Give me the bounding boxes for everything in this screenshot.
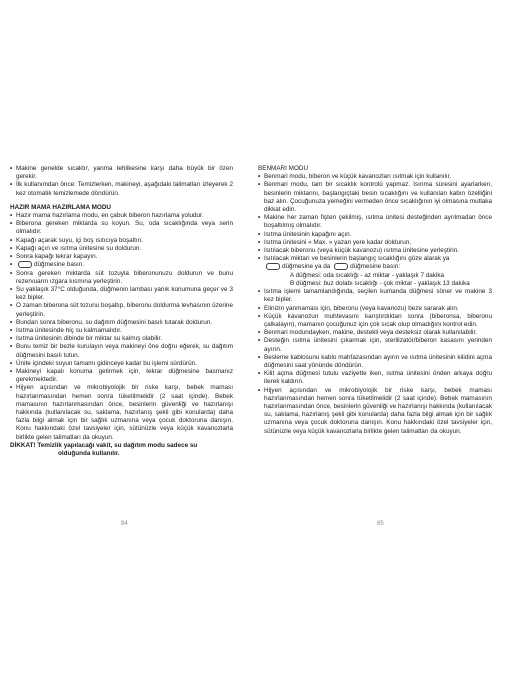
list-item: • düğmesine basın. <box>10 261 85 269</box>
section-heading: BENMARI MODU <box>258 165 309 172</box>
list-item: • Hazır mama hazırlama modu, en çabuk biberon hazırlama yoludur. <box>10 212 204 220</box>
page-number-right: 85 <box>377 521 384 527</box>
button-choice-line: düğmesine ya da düğmesine basın: <box>258 263 492 271</box>
list-item: • Hijyen açısından ve mikrobiyolojik bir riske karşı, bebek maması hazırlanmasından hemen sonra tüketilmelidir (2 saat içinde). Bebek mamasının hazırlanmasından önce, besinlerin güvenliği ve hazırlanışı hakkında (kullanılacak su, saklama, hazırlanış şekli gibi konularda) daha fazla bilgi almak için bir sağlık uzmanına veya çocuk doktoruna danışın. Konu hakkındaki özel tavsiyeler için, sütünüzle veya küçük kavanozlarla birlikte gelen talimatları da okuyun. <box>10 384 233 441</box>
list-item: • Küçük kavanozun muhtevasını karıştırdıktan sonra (biberonsa, biberonu çalkalayın), mamanın çocuğunuz için çok sıcak olup olmadığını kontrol edin. <box>258 312 492 329</box>
list-item: • Kapağı açarak suyu, içi boş ısıtıcıya boşaltın. <box>10 236 143 244</box>
list-item: • Elinizin yanmaması için, biberonu (veya kavanozu) beze sararak alın. <box>258 304 459 312</box>
list-item: • Isıtma ünitesinin kapağını açın. <box>258 230 352 238</box>
list-item: • İlk kullanımdan önce: Temizlerken, makineyi, aşağıdaki talimatları izleyerek 2 kez otomatik temizlemede döndürün. <box>10 181 233 197</box>
warning-text: olduğunda kullanılır. <box>58 450 120 458</box>
page-number-left: 84 <box>121 521 128 527</box>
button-b-icon <box>334 263 348 270</box>
button-b-description: B düğmesi: buz dolabı sıcaklığı - çok miktar - yaklaşık 13 dakika <box>290 280 470 288</box>
list-item: • Benmari modu, tam bir sıcaklık kontrolü yapmaz. Isınma süresini ayarlarken, besinlerin miktarını, başlangıçtaki besin sıcaklığını ve kullanılan kabın özelliğini baz alın. Çocuğunuza yemeğini vermeden önce sıcaklığının iyi olmasına mutlaka dikkat edin. <box>258 181 492 214</box>
list-item: • Hijyen açısından ve mikrobiyolojik bir riske karşı, bebek maması hazırlanmasından hemen sonra tüketilmelidir (2 saat içinde). Bebek mamasının hazırlanmasından önce, besinlerin güvenliği ve hazırlanışı hakkında (kullanılacak su, saklama, hazırlanış şekli gibi konularda) daha fazla bilgi almak için bir sağlık uzmanına veya çocuk doktoruna danışın. Konu hakkındaki özel tavsiyeler için, sütünüzle veya küçük kavanozlarla birlikte gelen talimatları da okuyun. <box>258 386 492 435</box>
list-item: • Kapağı açın ve ısıtma ünitesine su doldurun. <box>10 244 142 252</box>
list-item: • Su yaklaşık 37°C olduğunda, düğmenin lambası yanık konumuna geçer ve 3 kez bipler. <box>10 286 233 302</box>
list-item: • Kilit açma düğmesi tutulu vaziyette iken, ısıtma ünitesini önden arkaya doğru iterek kaldırın. <box>258 370 492 386</box>
list-item: • Desteğin ısıtma ünitesini çıkarmak için, sterilizatör/biberon kasasını yerinden ayırın. <box>258 337 492 353</box>
list-item: • Biberona gereken miktarda su koyun. Su, oda sıcaklığında veya serin olmalıdır. <box>10 220 233 236</box>
list-item: • Isıtma ünitesinin dibinde bir miktar su kalmış olabilir. <box>10 335 162 343</box>
list-item: • Bundan sonra biberonu, su dağıtım düğmesini basılı tutarak doldurun. <box>10 318 213 326</box>
list-item: • Isıtma ünitesinde hiç su kalmamalıdır. <box>10 327 122 335</box>
warning-text: DİKKAT! Temizlik yapılacağı vakit, su dağıtım modu sadece su <box>10 441 198 449</box>
section-heading: HAZIR MAMA HAZIRLAMA MODU <box>10 203 112 211</box>
list-item: • Isıtma ünitesini « Max. » yazan yere kadar doldurun. <box>258 238 412 246</box>
list-item: • Bunu temiz bir bezle kurulayın veya makineyi öne doğru eğerek, su dağıtım düğmesini basılı tutun. <box>10 343 233 359</box>
list-item: • Makineyi kapalı konuma getirmek için, tekrar düğmesine basmanız gerekmektedir. <box>10 368 233 384</box>
list-item: • Sonra kapağı tekrar kapayın. <box>10 253 98 261</box>
list-item: • Isıtma işlemi tamamlandığında, seçilen kumanda düğmesi söner ve makine 3 kez bipler. <box>258 288 492 304</box>
list-item: • Benmari modundayken, makine, destekli veya desteksiz olarak kullanılabilir. <box>258 329 477 337</box>
list-item: • Benmari modu, biberon ve küçük kavanozları ısıtmak için kullanılır. <box>258 173 452 181</box>
list-item: • O zaman biberona süt tozunu boşaltıp, biberonu doldurma levhasının üzerine yerleştirin. <box>10 302 233 318</box>
list-item: • Makine genelde sıcaktır, yanma tehlikesine karşı daha büyük bir özen gerekir. <box>10 165 233 181</box>
list-item: • Sonra gereken miktarda süt tozuyla biberonunuzu doldurun ve bunu rezervuarın ızgara kısmına yerleştirin. <box>10 269 233 285</box>
list-item: • Isıtılacak biberonu (veya küçük kavanozu) ısıtma ünitesine yerleştirin. <box>258 247 459 255</box>
list-item: • Ünite içindeki suyun tamamı gidinceye kadar bu işlemi sürdürün. <box>10 359 197 367</box>
left-column <box>10 165 233 458</box>
list-item: • Besleme kablosunu kablo mahfazasından ayırın ve ısıtma ünitesinin kilidini açma düğmesini saat yönünde döndürün. <box>258 353 492 370</box>
right-column <box>258 165 492 436</box>
button-a-description: A düğmesi: oda sıcaklığı - az miktar - yaklaşık 7 dakika <box>290 271 445 279</box>
button-icon <box>18 261 32 268</box>
button-a-icon <box>266 263 280 270</box>
list-item: • Isıtılacak miktarı ve besinlerin başlangıç sıcaklığını göze alarak ya <box>258 255 450 263</box>
list-item: • Makine her zaman fişten çekilmiş, ısıtma ünitesi desteğinden ayrılmadan önce boşaltılmış olmalıdır. <box>258 214 492 230</box>
